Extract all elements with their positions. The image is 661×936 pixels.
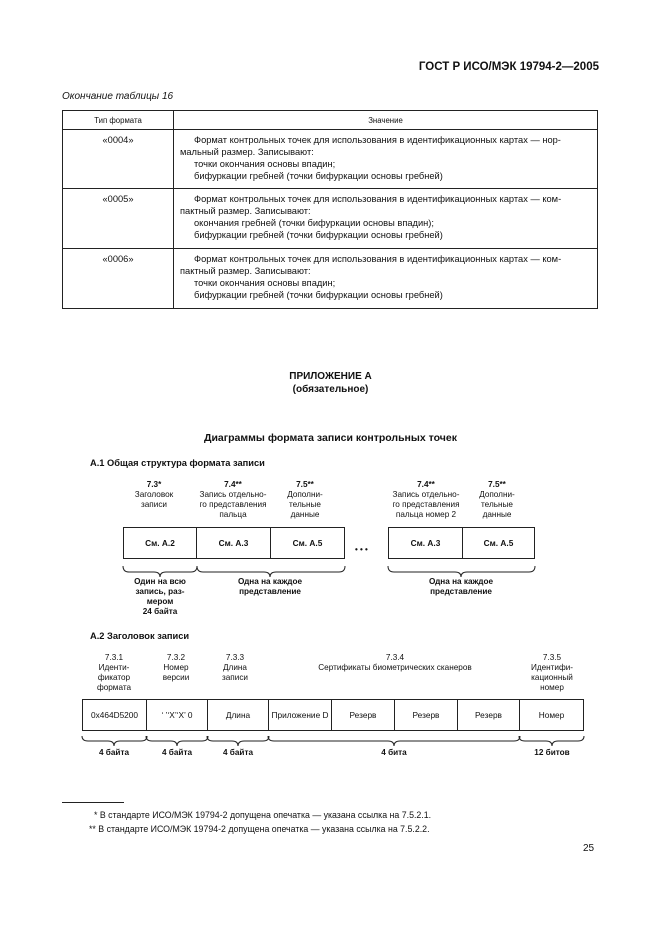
desc-line: окончания гребней (точки бифуркации основы впадин); [194,218,434,228]
label-text: Сертификаты биометрических сканеров [318,663,472,672]
document-header: ГОСТ Р ИСО/МЭК 19794-2—2005 [418,61,599,73]
under-text: представление [239,587,301,596]
format-code: «0006» [63,249,174,309]
label-num: 7.4** [224,480,242,489]
under-text: мером [146,597,174,606]
footnote-1: * В стандарте ИСО/МЭК 19794-2 допущена опечатка — указана ссылка на 7.5.2.1. [94,810,432,820]
a1-box-extra: См. А.5 [270,527,345,559]
desc-line: пактный размер. Записывают: [180,206,311,216]
size-number: 12 битов [534,748,570,757]
label-text: го представления [392,500,460,509]
size-length: 4 байта [222,748,254,757]
label-text: го представления [199,500,267,509]
desc-line: бифуркации гребней (точки бифуркации основы гребней) [194,230,443,240]
diagram-heading: Диаграммы формата записи контрольных точек [204,432,457,444]
desc-line: бифуркации гребней (точки бифуркации основы гребней) [194,171,443,181]
label-text: версии [162,673,190,682]
label-text: Идентифи- [530,663,574,672]
a2-box-number: Номер [519,699,584,731]
label-num: 7.5** [488,480,506,489]
label-num: 7.4** [417,480,435,489]
desc-line: мальный размер. Записывают: [180,147,314,157]
brace-length [207,736,269,746]
label-text: Запись отдельно- [392,490,460,499]
label-text: Номер [163,663,189,672]
a1-box-finger: См. А.3 [196,527,271,559]
label-text: формата [96,683,132,692]
a1-box-extra-2: См. А.5 [462,527,535,559]
label-num: 7.3.5 [542,653,562,662]
label-text: пальца [219,510,247,519]
label-num: 7.3.4 [385,653,405,662]
column-header-type: Тип формата [63,111,174,130]
label-text: Дополни- [287,490,323,499]
ellipsis: • • • [355,545,368,554]
label-num: 7.5** [296,480,314,489]
desc-line: пактный размер. Записывают: [180,266,311,276]
desc-line: бифуркации гребней (точки бифуркации основы гребней) [194,290,443,300]
under-text: Одна на каждое [237,577,303,586]
label-text: пальца номер 2 [395,510,457,519]
footnote-2: ** В стандарте ИСО/МЭК 19794-2 допущена опечатка — указана ссылка на 7.5.2.2. [89,824,430,834]
appendix-title: ПРИЛОЖЕНИЕ А [289,371,372,382]
label-num: 7.3.3 [225,653,245,662]
a1-box-finger-2: См. А.3 [388,527,463,559]
a2-box-reserve: Резерв [394,699,458,731]
under-text: Один на всю [134,577,186,586]
under-text: Одна на каждое [428,577,494,586]
desc-line: Формат контрольных точек для использования в идентификационных картах — нор- [194,135,561,145]
footnote-divider [62,802,124,803]
a2-box-reserve: Резерв [457,699,520,731]
brace-format-id [82,736,147,746]
column-header-value: Значение [174,111,598,130]
brace-number [519,736,584,746]
label-text: Иденти- [98,663,130,672]
a1-box-header: См. А.2 [123,527,197,559]
a2-box-reserve: Резерв [331,699,395,731]
brace-certificates [268,736,520,746]
label-text: Дополни- [479,490,515,499]
label-text: данные [482,510,512,519]
table-caption: Окончание таблицы 16 [62,91,174,102]
label-text: тельные [481,500,513,509]
section-a1-title: А.1 Общая структура формата записи [90,458,265,468]
desc-line: Формат контрольных точек для использования в идентификационных картах — ком- [194,194,562,204]
label-text: фикатор [97,673,131,682]
format-code: «0004» [63,130,174,189]
under-text: 24 байта [142,607,178,616]
label-text: кационный [531,673,573,682]
a2-box-appendix-d: Приложение D [268,699,332,731]
desc-line: точки окончания основы впадин; [194,278,336,288]
label-text: записи [222,673,248,682]
brace-version [146,736,208,746]
under-text: представление [430,587,492,596]
desc-line: Формат контрольных точек для использования в идентификационных картах — ком- [194,254,562,264]
desc-line: точки окончания основы впадин; [194,159,336,169]
size-version: 4 байта [161,748,193,757]
page-number: 25 [583,843,595,854]
label-num: 7.3.2 [166,653,186,662]
label-text: данные [290,510,320,519]
appendix-subtitle: (обязательное) [292,384,369,395]
label-text: тельные [289,500,321,509]
label-text: записи [141,500,167,509]
a2-box-format-id: 0x464D5200 [82,699,147,731]
label-text: Заголовок [134,490,174,499]
format-code: «0005» [63,189,174,249]
size-format-id: 4 байта [98,748,130,757]
section-a2-title: А.2 Заголовок записи [90,631,190,641]
a2-box-length: Длина [207,699,269,731]
label-text: Длина [223,663,247,672]
label-text: номер [540,683,564,692]
size-certificates: 4 бита [381,748,407,757]
label-num: 7.3* [146,480,162,489]
label-text: Запись отдельно- [199,490,267,499]
label-num: 7.3.1 [104,653,124,662]
a2-box-version: ‘ ’‘X’‘X’ 0 [146,699,208,731]
under-text: запись, раз- [135,587,185,596]
